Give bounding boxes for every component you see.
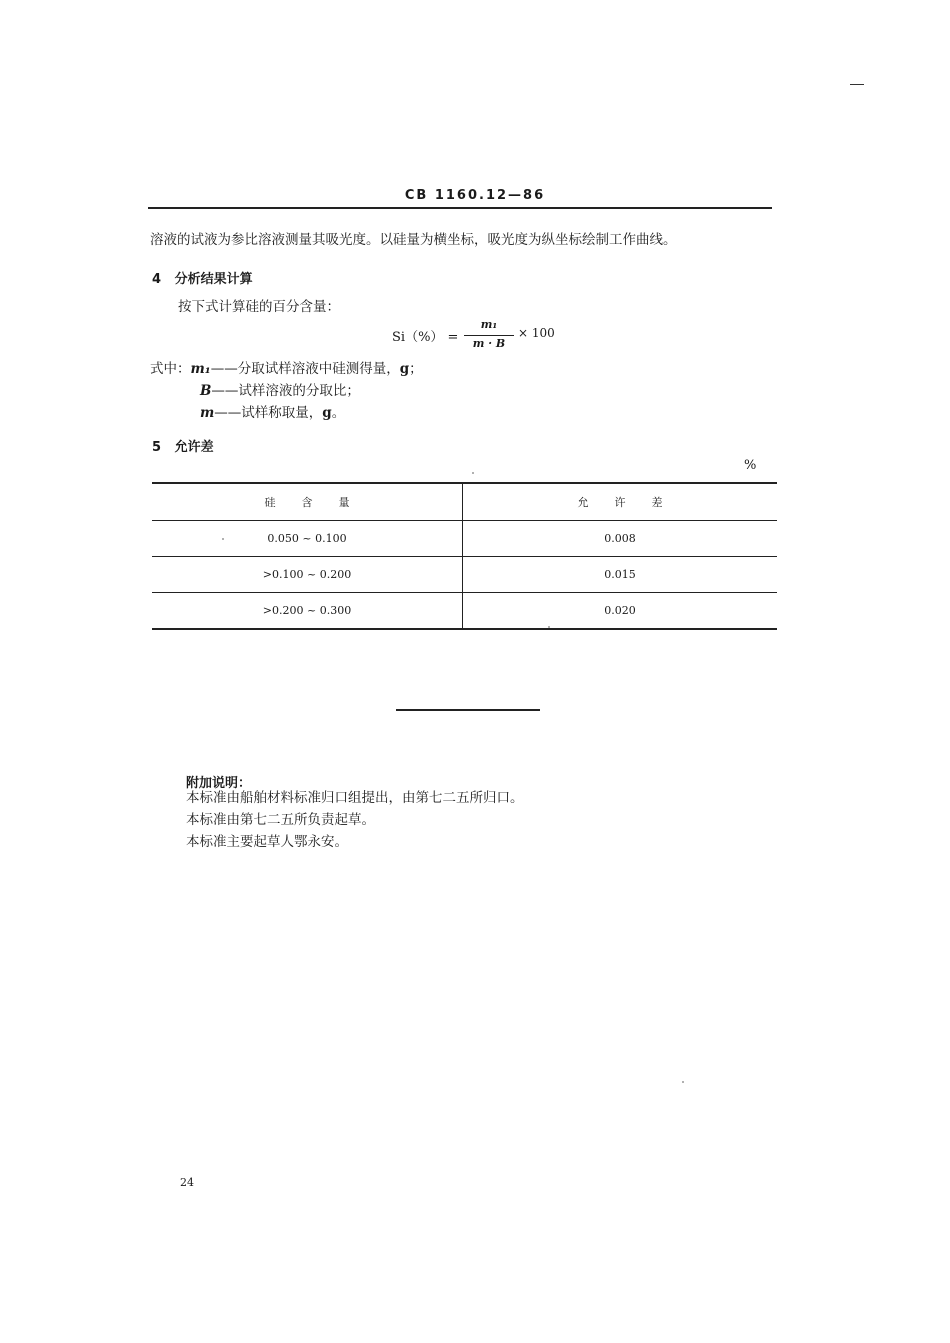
definition-3 xyxy=(200,403,345,423)
silicon-formula xyxy=(392,318,592,358)
formula-rhs: × 100 xyxy=(518,326,555,340)
definition-1-text: ——分取试样溶液中硅测得量， xyxy=(210,361,400,377)
corner-mark xyxy=(850,84,864,85)
cell-range: 0.050 ~ 0.100 xyxy=(152,521,463,557)
definition-1-end: ； xyxy=(409,361,423,377)
definition-3-end: 。 xyxy=(331,405,346,421)
page-number: 24 xyxy=(180,1176,194,1189)
tolerance-table xyxy=(152,482,777,630)
table-row xyxy=(152,593,777,630)
note-line-1: 本标准由船舶材料标准归口组提出，由第七二五所归口。 xyxy=(186,790,524,806)
definition-3-unit: g xyxy=(322,405,332,421)
header-silicon-content: 硅含量 xyxy=(152,483,463,521)
definition-1-symbol: m₁ xyxy=(190,361,211,377)
formula-denominator: m · B xyxy=(472,337,506,350)
definition-3-symbol: m xyxy=(200,405,215,421)
header-tolerance: 允许差 xyxy=(577,496,689,509)
definition-2 xyxy=(200,381,360,401)
document-code: CB 1160.12—86 xyxy=(404,188,546,203)
cell-range: >0.100 ~ 0.200 xyxy=(152,557,463,593)
formula-lhs: Si（%） = xyxy=(392,330,459,345)
note-line-3: 本标准主要起草人鄂永安。 xyxy=(186,834,348,850)
table-row xyxy=(152,521,777,557)
scan-speck xyxy=(548,626,550,628)
cell-tolerance: 0.008 xyxy=(463,521,778,557)
cell-range: >0.200 ~ 0.300 xyxy=(152,593,463,630)
section-4-number: 4 xyxy=(152,272,162,287)
section-4-heading xyxy=(152,268,253,287)
end-rule xyxy=(396,709,540,711)
fraction-bar xyxy=(464,335,514,336)
cell-tolerance: 0.015 xyxy=(463,557,778,593)
cell-tolerance: 0.020 xyxy=(463,593,778,630)
table-row xyxy=(152,557,777,593)
scan-speck xyxy=(222,538,224,540)
definition-3-text: ——试样称取量， xyxy=(214,405,323,421)
note-line-2: 本标准由第七二五所负责起草。 xyxy=(186,812,375,828)
section-5-heading xyxy=(152,436,214,455)
section-5-number: 5 xyxy=(152,440,162,455)
definition-1 xyxy=(150,359,423,379)
where-label: 式中： xyxy=(150,361,191,377)
scan-speck xyxy=(682,1081,684,1083)
formula-numerator: m₁ xyxy=(480,318,498,331)
definition-1-unit: g xyxy=(399,361,410,377)
intro-line: 溶液的试液为参比溶液测量其吸光度。以硅量为横坐标，吸光度为纵坐标绘制工作曲线。 xyxy=(150,232,677,248)
scan-speck xyxy=(472,472,474,474)
section-4-title: 分析结果计算 xyxy=(174,272,253,287)
section-5-title: 允许差 xyxy=(174,440,214,455)
definition-2-text: ——试样溶液的分取比； xyxy=(211,383,360,399)
unit-note: % xyxy=(744,458,757,473)
header-rule xyxy=(148,207,772,209)
formula-lead: 按下式计算硅的百分含量： xyxy=(178,299,340,315)
table-header-row xyxy=(152,483,777,521)
notes-title: 附加说明： xyxy=(186,776,252,791)
definition-2-symbol: B xyxy=(200,383,212,399)
